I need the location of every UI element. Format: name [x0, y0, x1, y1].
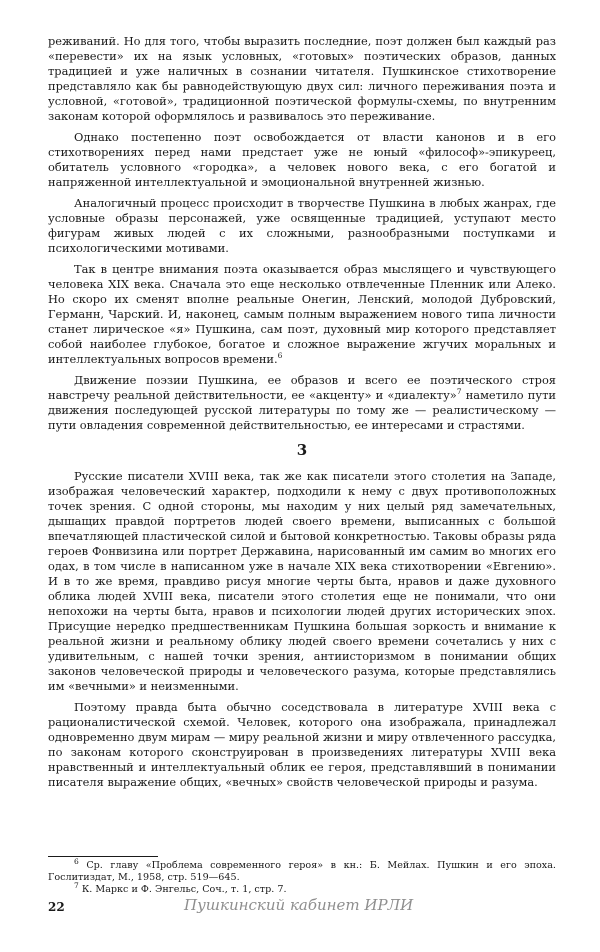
paragraph-with-footnote [48, 373, 556, 433]
footnote-divider [48, 856, 158, 857]
page-number: 22 [48, 900, 65, 914]
paragraph: Однако постепенно поэт освобождается от власти канонов и в его стихотворениях перед нами предстает уже не юный «философ»-эпикуреец, обитатель условного «городка», а человек нового века, с его богатой и напряженной интеллектуальной и эмоциональной внутренней жизнью. [48, 130, 556, 189]
footnote [48, 856, 556, 884]
paragraph: Поэтому правда быта обычно соседствовала в литературе XVIII века с рационалистической схемой. Человек, которого она изображала, принадлежал одновременно двум мирам — миру реальной жизни и миру отвлеченного рассудка, по законам которого сконструирован в произведениях литературы XVIII века нравственный и интеллектуальный облик ее героя, представлявший в понимании писателя выражение общих, «вечных» свойств человеческой природы и разума. [48, 700, 556, 789]
paragraph: Аналогичный процесс происходит в творчестве Пушкина в любых жанрах, где условные образы персонажей, уже освященные традицией, уступают место фигурам живых людей с их сложными, разнообразными поступками и психологическими мотивами. [48, 196, 556, 255]
footnote-text: Ср. главу «Проблема современного героя» в кн.: Б. Мейлах. Пушкин и его эпоха. Гослитиздат, М., 1958, стр. 519—645. [48, 860, 556, 883]
paragraph: реживаний. Но для того, чтобы выразить последние, поэт должен был каждый раз «перевести» их на язык условных, «готовых» поэтических образов, данных традицией и уже наличных в сознании читателя. Пушкинское стихотворение представляло как бы равнодействующую двух сил: личного переживания поэта и условной, «готовой», традиционной поэтической формулы-схемы, по внутренним законам которой оформлялось и развивалось это переживание. [48, 34, 556, 123]
footnote-marker: 7 [456, 387, 462, 397]
footnote-marker: 6 [74, 856, 79, 866]
paragraph: Русские писатели XVIII века, так же как писатели этого столетия на Западе, изображая человеческий характер, подходили к нему с двух противоположных точек зрения. С одной стороны, мы находим у них целый ряд замечательных, дышащих правдой портретов людей своего времени, выписанных с большой впечатляющей пластической силой и бытовой конкретностью. Таковы образы ряда героев Фонвизина или портрет Державина, нарисованный им самим во многих его одах, в том числе в написанном уже в начале XIX века стихотворении «Евгению». И в то же время, правдиво рисуя многие черты быта, нравов и даже духовного облика людей XVIII века, писатели этого столетия еще не понимали, что они непохожи на черты быта, нравов и психологии людей других исторических эпох. Присущие нередко предшественникам Пушкина большая зоркость и внимание к реальной жизни и реальному облику людей своего времени сочетались у них с удивительным, с нашей точки зрения, антиисторизмом в понимании общих законов человеческой природы и человеческого разума, которые представлялись им «вечными» и неизменными. [48, 469, 556, 693]
footnote-marker: 7 [74, 880, 79, 890]
paragraph-text: наметило пути движения последующей русской литературы по тому же — реалистическому — пути овладения современной действительностью, ее интересами и страстями. [48, 388, 556, 432]
paragraph-text: Движение поэзии Пушкина, ее образов и всего ее поэтического строя навстречу реальной действительности, ее «акценту» и «диалекту» [48, 373, 556, 402]
body-text [48, 34, 556, 790]
paragraph: Так в центре внимания поэта оказывается образ мыслящего и чувствующего человека XIX века. Сначала это еще несколько отвлеченные Пленник или Алеко. Но скоро их сменят вполне реальные Онегин, Ленский, молодой Дубровский, Германн, Чарский. И, наконец, самым полным выражением нового типа личности станет лирическое «я» Пушкина, сам поэт, духовный мир которого представляет собой наиболее глубокое, богатое и сложное выражение жгучих моральных и интеллектуальных вопросов времени.$^6$ [48, 262, 556, 366]
footnotes [48, 856, 556, 896]
footnote-text: К. Маркс и Ф. Энгельс, Соч., т. 1, стр. 7. [81, 884, 287, 895]
footnote [48, 880, 556, 896]
watermark: Пушкинский кабинет ИРЛИ [184, 896, 414, 914]
footnote-marker: 6 [277, 351, 283, 361]
section-number: 3 [296, 441, 308, 459]
